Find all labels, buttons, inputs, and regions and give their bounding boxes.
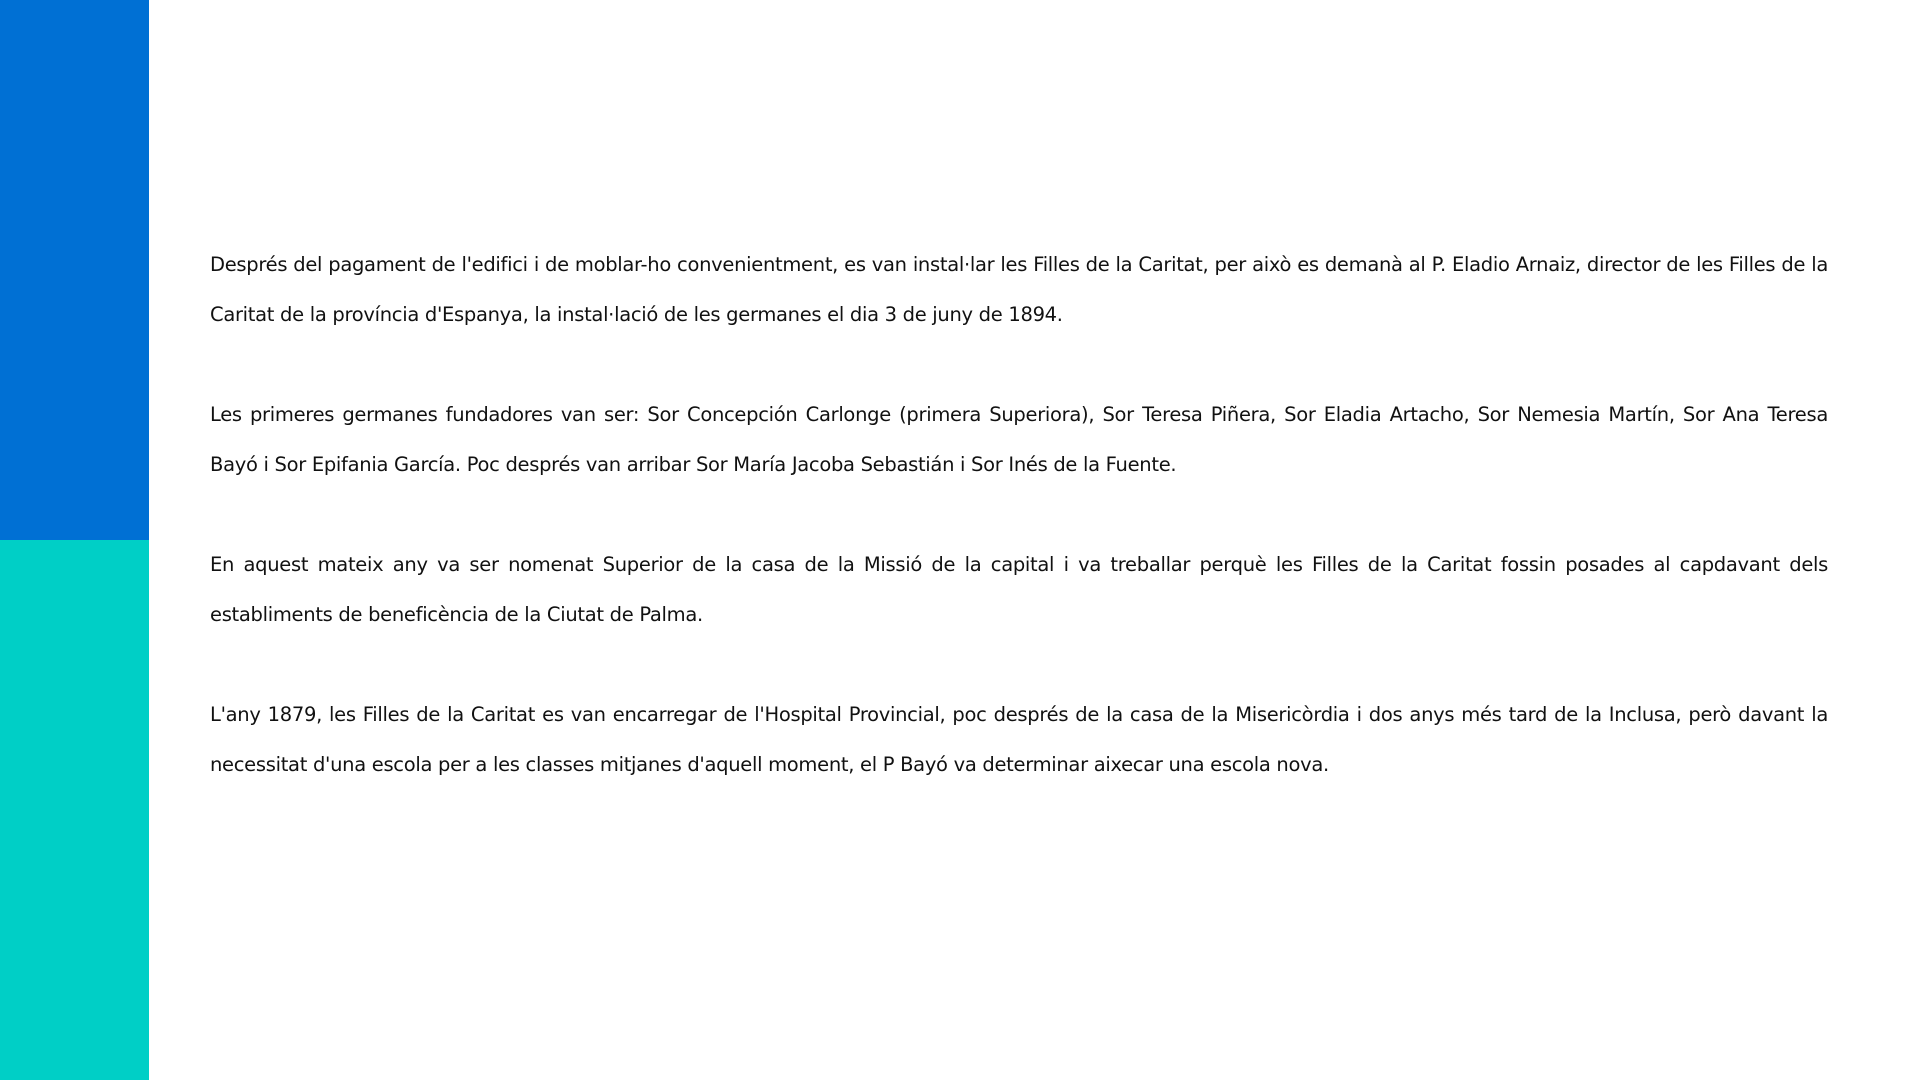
paragraph-2: Les primeres germanes fundadores van ser: Sor Concepción Carlonge (primera Superiora), Sor Teresa Piñera, Sor Eladia Artacho, Sor Nemesia Martín, Sor Ana Teresa Bayó i Sor Epifania García. Poc després van arribar Sor María Jacoba Sebastián i Sor Inés de la Fuente.: [210, 403, 1828, 476]
side-color-bar: [0, 0, 149, 1080]
text-body: [210, 240, 1828, 840]
paragraph-1: Després del pagament de l'edifici i de moblar-ho convenientment, es van instal·lar les Filles de la Caritat, per això es demanà al P. Eladio Arnaiz, director de les Filles de la Caritat de la província d'Espanya, la instal·lació de les germanes el dia 3 de juny de 1894.: [210, 253, 1828, 326]
paragraph-3: En aquest mateix any va ser nomenat Superior de la casa de la Missió de la capital i va treballar perquè les Filles de la Caritat fossin posades al capdavant dels establiments de beneficència de la Ciutat de Palma.: [210, 553, 1828, 626]
teal-band: [0, 540, 149, 1080]
blue-band: [0, 0, 149, 540]
paragraph-4: L'any 1879, les Filles de la Caritat es van encarregar de l'Hospital Provincial, poc després de la casa de la Misericòrdia i dos anys més tard de la Inclusa, però davant la necessitat d'una escola per a les classes mitjanes d'aquell moment, el P Bayó va determinar aixecar una escola nova.: [210, 703, 1828, 776]
